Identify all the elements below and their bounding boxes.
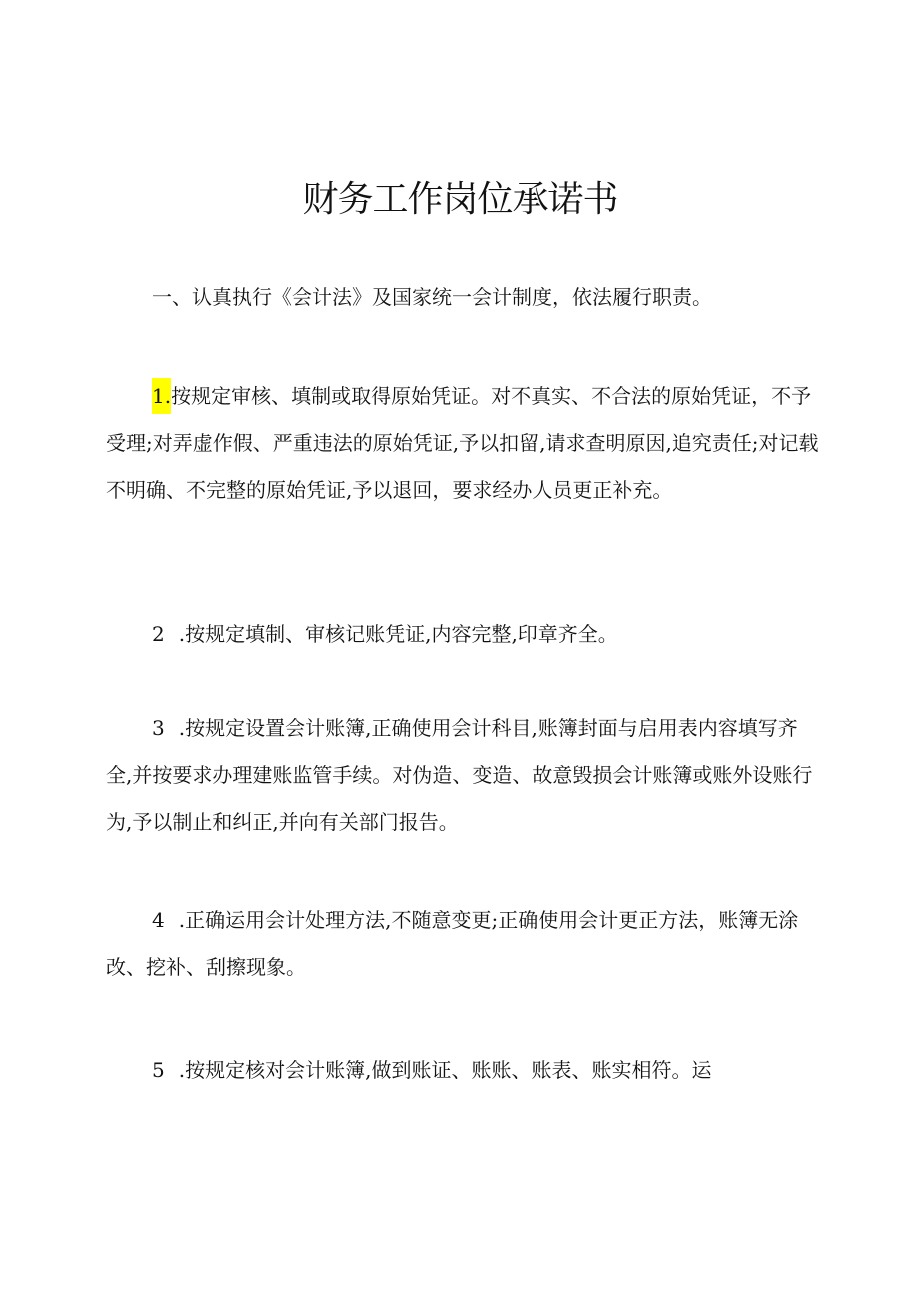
item-5-paragraph [106,1047,822,1094]
item-3-number: 3 [152,716,165,740]
item-1-number: 1 [152,384,165,408]
item-1-text: 按规定审核、填制或取得原始凭证。对不真实、不合法的原始凭证，不予受理;对弄虚作假、严重违法的原始凭证,予以扣留,请求查明原因,追究责任;对记载不明确、不完整的原始凭证,予以退回，要求经办人员更正补充。 [106,384,819,502]
item-1-marker: . [164,384,172,408]
item-2-text: 按规定填制、审核记账凭证,内容完整,印章齐全。 [185,622,618,646]
item-1-paragraph [106,373,822,514]
section-one-heading: 一、认真执行《会计法》及国家统一会计制度，依法履行职责。 [152,285,712,309]
item-5-number: 5 [152,1058,165,1082]
item-4-paragraph [106,897,822,991]
item-2-paragraph [106,611,822,658]
item-3-paragraph [106,705,822,846]
item-4-number: 4 [152,908,165,932]
item-2-number: 2 [152,622,165,646]
item-3-text: 按规定设置会计账簿,正确使用会计科目,账簿封面与启用表内容填写齐全,并按要求办理建账监管手续。对伪造、变造、故意毁损会计账簿或账外设账行为,予以制止和纠正,并向有关部门报告。 [106,716,813,834]
item-2-marker: . [178,622,186,646]
item-5-text: 按规定核对会计账簿,做到账证、账账、账表、账实相符。运 [185,1058,712,1082]
item-4-marker: . [178,908,186,932]
item-5-marker: . [178,1058,186,1082]
item-1-number-highlighted [152,378,171,414]
item-3-marker: . [178,716,186,740]
item-4-text: 正确运用会计处理方法,不随意变更;正确使用会计更正方法，账簿无涂改、挖补、刮擦现象。 [106,908,799,979]
document-title: 财务工作岗位承诺书 [302,179,618,220]
